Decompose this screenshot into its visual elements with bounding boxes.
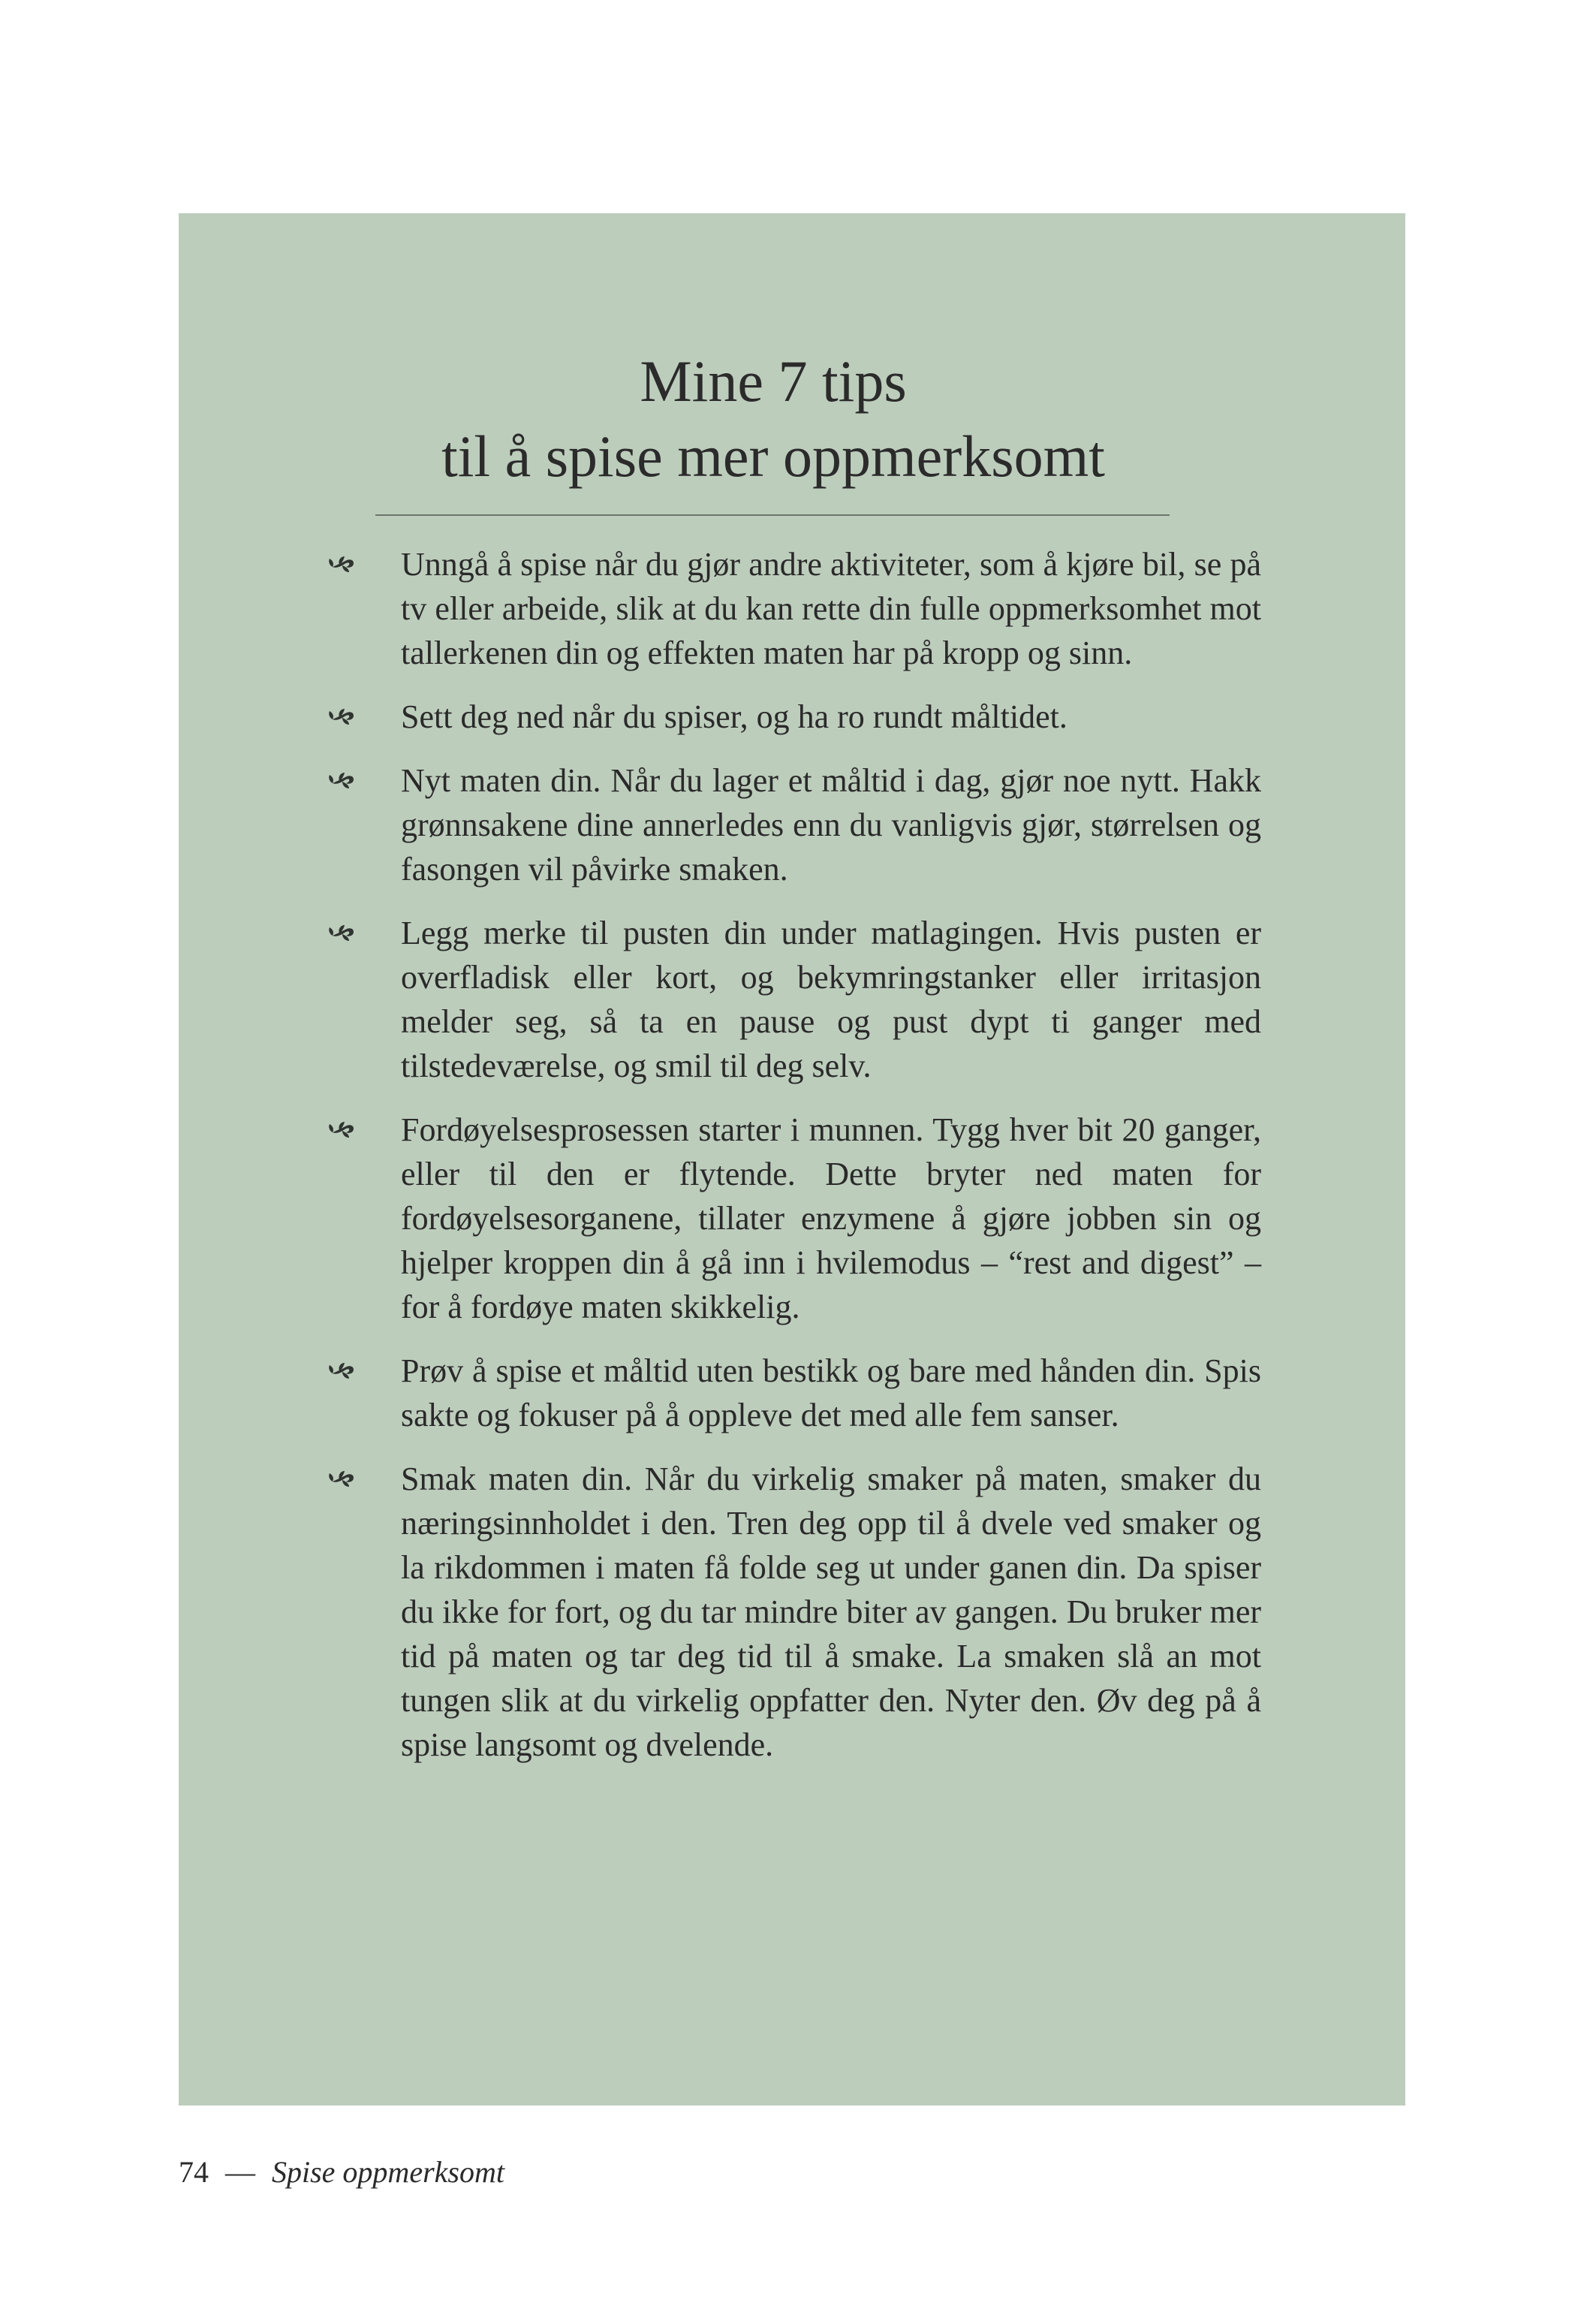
floral-heart-icon [326, 1349, 356, 1393]
tip-text: Unngå å spise når du gjør andre aktiviteter, som å kjøre bil, se på tv eller arbeide, slik at du kan rette din fulle oppmerksomhet mot tallerkenen din og effekten maten har på kropp og sinn. [401, 546, 1261, 671]
list-item [326, 542, 1261, 675]
list-item [326, 758, 1261, 891]
section-title: Spise oppmerksomt [272, 2155, 504, 2189]
list-item [326, 1108, 1261, 1329]
tip-text: Prøv å spise et måltid uten bestikk og bare med hånden din. Spis sakte og fokuser på å oppleve det med alle fem sanser. [401, 1352, 1261, 1433]
page-footer [179, 2154, 504, 2191]
floral-heart-icon [326, 758, 356, 803]
list-item [326, 911, 1261, 1088]
page-number: 74 [179, 2155, 209, 2189]
footer-separator: — [225, 2155, 255, 2189]
floral-heart-icon [326, 1457, 356, 1501]
title-line-1: Mine 7 tips [640, 348, 907, 414]
tip-text: Legg merke til pusten din under matlagingen. Hvis pusten er overfladisk eller kort, og bekymringstanker eller irritasjon melder seg, så ta en pause og pust dypt ti ganger med tilstedeværelse, og smil til deg selv. [401, 915, 1261, 1084]
title-divider [375, 514, 1170, 516]
tip-text: Sett deg ned når du spiser, og ha ro rundt måltidet. [401, 698, 1068, 735]
floral-heart-icon [326, 911, 356, 955]
tip-text: Nyt maten din. Når du lager et måltid i dag, gjør noe nytt. Hakk grønnsakene dine annerledes enn du vanligvis gjør, størrelsen og fasongen vil påvirke smaken. [401, 762, 1261, 888]
list-item [326, 695, 1261, 739]
title-line-2: til å spise mer oppmerksomt [441, 424, 1105, 489]
page-title [179, 344, 1368, 494]
list-item [326, 1457, 1261, 1767]
tip-text: Fordøyelsesprosessen starter i munnen. Tygg hver bit 20 ganger, eller til den er flytende. Dette bryter ned maten for fordøyelsesorganene, tillater enzymene å gjøre jobben sin og hjelper kroppen din å gå inn i hvilemodus – “rest and digest” – for å fordøye maten skikkelig. [401, 1111, 1261, 1325]
list-item [326, 1349, 1261, 1437]
tip-text: Smak maten din. Når du virkelig smaker på maten, smaker du næringsinnholdet i den. Tren deg opp til å dvele ved smaker og la rikdommen i maten få folde seg ut under ganen din. Da spiser du ikke for fort, og du tar mindre biter av gangen. Du bruker mer tid på maten og tar deg tid til å smake. La smaken slå an mot tungen slik at du virkelig oppfatter den. Nyter den. Øv deg på å spise langsomt og dvelende. [401, 1460, 1261, 1763]
floral-heart-icon [326, 1108, 356, 1152]
floral-heart-icon [326, 542, 356, 586]
tips-list [326, 542, 1261, 1786]
floral-heart-icon [326, 695, 356, 739]
